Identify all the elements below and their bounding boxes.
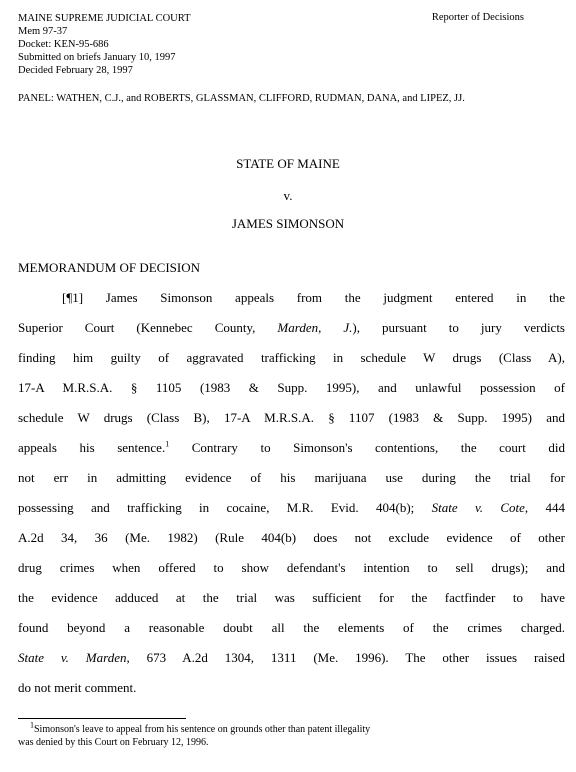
docket-number: Docket: KEN-95-686 xyxy=(18,39,109,50)
case-citation: State v. Cote xyxy=(431,500,525,515)
body-line: finding him guilty of aggravated trafficking in schedule W drugs (Class A), xyxy=(18,350,565,365)
body-line: [¶1] James Simonson appeals from the judgment entered in the xyxy=(62,290,565,305)
body-line: the evidence adduced at the trial was sufficient for the factfinder to have xyxy=(18,590,565,605)
caption-defendant: JAMES SIMONSON xyxy=(231,216,345,231)
court-name: MAINE SUPREME JUDICIAL COURT xyxy=(18,13,191,24)
body-line: schedule W drugs (Class B), 17-A M.R.S.A. § 1107 (1983 & Supp. 1995) and xyxy=(18,410,565,425)
submitted-date: Submitted on briefs January 10, 1997 xyxy=(18,52,176,63)
body-line: 17-A M.R.S.A. § 1105 (1983 & Supp. 1995), and unlawful possession of xyxy=(18,380,565,395)
caption-versus: v. xyxy=(283,188,293,203)
body-line: do not merit comment. xyxy=(18,680,137,695)
body-line: possessing and trafficking in cocaine, M.R. Evid. 404(b); State v. Cote, 444 xyxy=(18,500,566,515)
body-line: found beyond a reasonable doubt all the elements of the crimes charged. xyxy=(18,620,565,635)
panel-justices: PANEL: WATHEN, C.J., and ROBERTS, GLASSMAN, CLIFFORD, RUDMAN, DANA, and LIPEZ, JJ. xyxy=(18,93,465,104)
body-line: appeals his sentence.$^1$ Contrary to Simonson's contentions, the court did xyxy=(18,439,565,455)
memorandum-heading: MEMORANDUM OF DECISION xyxy=(18,260,201,275)
memo-number: Mem 97-37 xyxy=(18,26,68,37)
body-line: Superior Court (Kennebec County, Marden, J.), pursuant to jury verdicts xyxy=(18,320,565,335)
footnote-reference[interactable]: 1 xyxy=(165,439,170,449)
reporter-of-decisions: Reporter of Decisions xyxy=(431,12,524,23)
footnote-text-line: Simonson's leave to appeal from his sentence on grounds other than patent illegality xyxy=(34,724,371,735)
body-line: A.2d 34, 36 (Me. 1982) (Rule 404(b) does not exclude evidence of other xyxy=(18,530,565,545)
body-line: not err in admitting evidence of his marijuana use during the trial for xyxy=(18,470,565,485)
case-header xyxy=(18,12,191,77)
footnote xyxy=(18,720,565,749)
footnote-marker: 1 xyxy=(30,720,34,730)
caption-plaintiff: STATE OF MAINE xyxy=(236,156,340,171)
case-citation: State v. Marden xyxy=(18,650,127,665)
body-line: drug crimes when offered to show defendant's intention to sell drugs); and xyxy=(18,560,565,575)
footnote-text-line: was denied by this Court on February 12, 1996. xyxy=(18,737,209,748)
decided-date: Decided February 28, 1997 xyxy=(18,65,133,76)
footnote-divider xyxy=(18,718,186,719)
body-line: State v. Marden, 673 A.2d 1304, 1311 (Me. 1996). The other issues raised xyxy=(18,650,565,665)
judge-name: Marden, J. xyxy=(277,320,353,335)
